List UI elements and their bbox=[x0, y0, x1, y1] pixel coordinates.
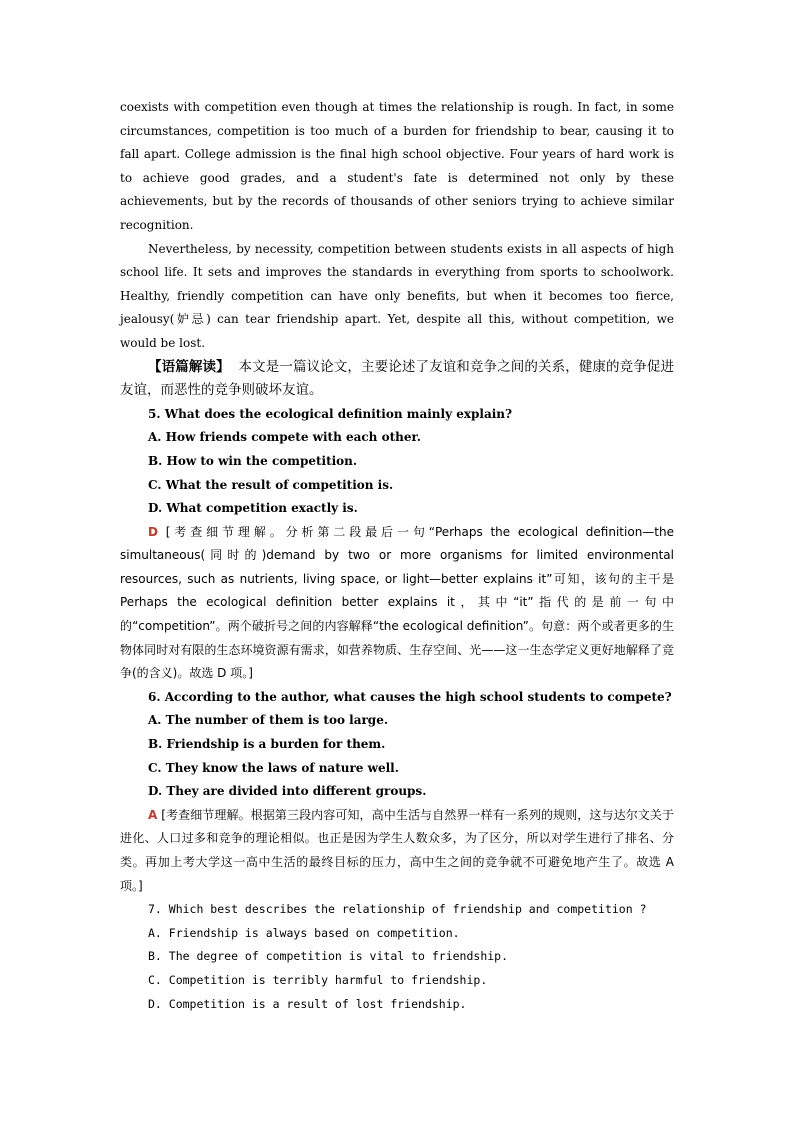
question-5-explanation-text: [考查细节理解。分析第二段最后一句“Perhaps the ecological definition—the simultaneous(同时的)demand by two or more organisms for limited environmental resources, such as nutrients, living space, or light—better explains it”可知，该句的主干是 Perhaps the ecological definition better explains it，其中“it”指代的是前一句中的“competition”。两个破折号之间的内容解释“the ecological definition”。句意：两个或者更多的生物体同时对有限的生态环境资源有需求，如营养物质、生存空间、光——这一生态学定义更好地解释了竞争(的含义)。故选 D 项。] bbox=[120, 524, 674, 681]
passage-paragraph-1: coexists with competition even though at times the relationship is rough. In fact, in some circumstances, competition is too much of a burden for friendship to bear, causing it to fall apart. College admission is the final high school objective. Four years of hard work is to achieve good grades, and a student's fate is determined not only by these achievements, but by the records of thousands of other seniors trying to achieve similar recognition. bbox=[120, 100, 674, 232]
question-5-option-d: D. What competition exactly is. bbox=[148, 501, 358, 516]
question-6-explanation bbox=[120, 804, 674, 898]
question-5-stem: 5. What does the ecological definition mainly explain? bbox=[148, 406, 513, 421]
question-5-option-b: B. How to win the competition. bbox=[148, 453, 358, 468]
question-5-option-c: C. What the result of competition is. bbox=[148, 477, 394, 492]
question-6-option-a: A. The number of them is too large. bbox=[148, 713, 389, 728]
question-7-option-c: C. Competition is terribly harmful to friendship. bbox=[148, 972, 488, 987]
question-5-option-a: A. How friends compete with each other. bbox=[148, 430, 421, 445]
question-6-option-d: D. They are divided into different groups. bbox=[148, 784, 427, 799]
question-6-explanation-text: [考查细节理解。根据第三段内容可知，高中生活与自然界一样有一系列的规则，这与达尔文关于进化、人口过多和竞争的理论相似。也正是因为学生人数众多，为了区分，所以对学生进行了排名、分类。再加上考大学这一高中生活的最终目标的压力，高中生之间的竞争就不可避免地产生了。故选 A 项。] bbox=[120, 807, 674, 893]
question-6-stem: 6. According to the author, what causes the high school students to compete? bbox=[148, 689, 672, 704]
question-5-explanation bbox=[120, 521, 674, 686]
question-7-option-d: D. Competition is a result of lost friendship. bbox=[148, 996, 467, 1011]
analysis-label: 【语篇解读】 bbox=[148, 358, 230, 375]
question-7-option-b: B. The degree of competition is vital to friendship. bbox=[148, 949, 509, 964]
document-page bbox=[120, 96, 674, 1016]
question-7-option-a: A. Friendship is always based on competition. bbox=[148, 925, 460, 940]
question-7-stem: 7. Which best describes the relationship of friendship and competition ? bbox=[148, 902, 647, 917]
question-6-answer: A bbox=[148, 807, 158, 822]
passage-paragraph-2: Nevertheless, by necessity, competition between students exists in all aspects of high school life. It sets and improves the standards in everything from sports to schoolwork. Healthy, friendly competition can have only benefits, but when it becomes too fierce, jealousy(妒忌) can tear friendship apart. Yet, despite all this, without competition, we would be lost. bbox=[120, 241, 674, 350]
text-analysis bbox=[120, 356, 674, 403]
question-6-option-c: C. They know the laws of nature well. bbox=[148, 760, 399, 775]
question-6-option-b: B. Friendship is a burden for them. bbox=[148, 737, 386, 752]
question-5-answer: D bbox=[148, 524, 158, 539]
analysis-text: 本文是一篇议论文，主要论述了友谊和竞争之间的关系，健康的竞争促进友谊，而恶性的竞争则破坏友谊。 bbox=[120, 358, 675, 399]
